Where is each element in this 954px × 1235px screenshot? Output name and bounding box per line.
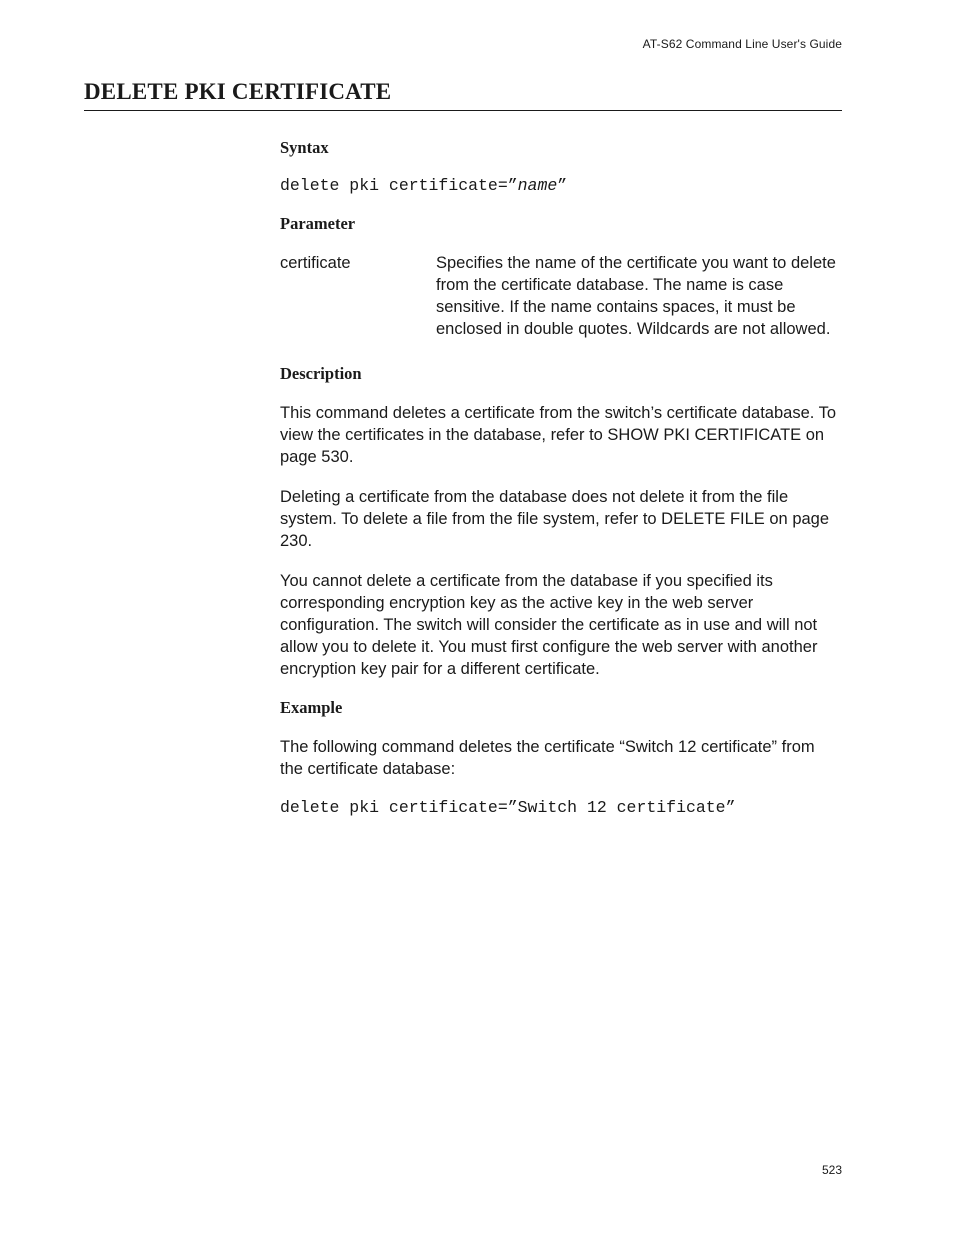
main-content	[280, 138, 842, 836]
parameter-name: certificate	[280, 254, 351, 272]
syntax-command-prefix: delete pki certificate=”	[280, 176, 518, 195]
parameter-row	[280, 252, 842, 340]
running-header: AT-S62 Command Line User's Guide	[642, 37, 842, 51]
description-heading: Description	[280, 364, 362, 383]
title-rule	[84, 110, 842, 111]
description-paragraph: You cannot delete a certificate from the database if you specified its corresponding encryption key as the active key in the web server configuration. The switch will consider the certificate as in use and will not allow you to delete it. You must first configure the web server with another encryption key pair for a different certificate.	[280, 572, 818, 678]
syntax-heading: Syntax	[280, 138, 329, 157]
description-paragraph: This command deletes a certificate from the switch’s certificate database. To view the certificates in the database, refer to SHOW PKI CERTIFICATE on page 530.	[280, 404, 837, 466]
example-text: The following command deletes the certificate “Switch 12 certificate” from the certificate database:	[280, 738, 815, 778]
description-paragraph: Deleting a certificate from the database does not delete it from the file system. To delete a file from the file system, refer to DELETE FILE on page 230.	[280, 488, 830, 550]
page-number: 523	[821, 1163, 842, 1177]
example-command: delete pki certificate=”Switch 12 certificate”	[280, 798, 736, 817]
parameter-heading: Parameter	[280, 214, 356, 233]
syntax-command	[280, 176, 842, 196]
parameter-description: Specifies the name of the certificate you want to delete from the certificate database. The name is case sensitive. If the name contains spaces, it must be enclosed in double quotes. Wildcards are not allowed.	[436, 254, 836, 338]
page-title: DELETE PKI CERTIFICATE	[84, 79, 392, 104]
example-heading: Example	[280, 698, 343, 717]
syntax-command-suffix: ”	[557, 176, 568, 195]
syntax-command-arg: name	[517, 176, 558, 195]
